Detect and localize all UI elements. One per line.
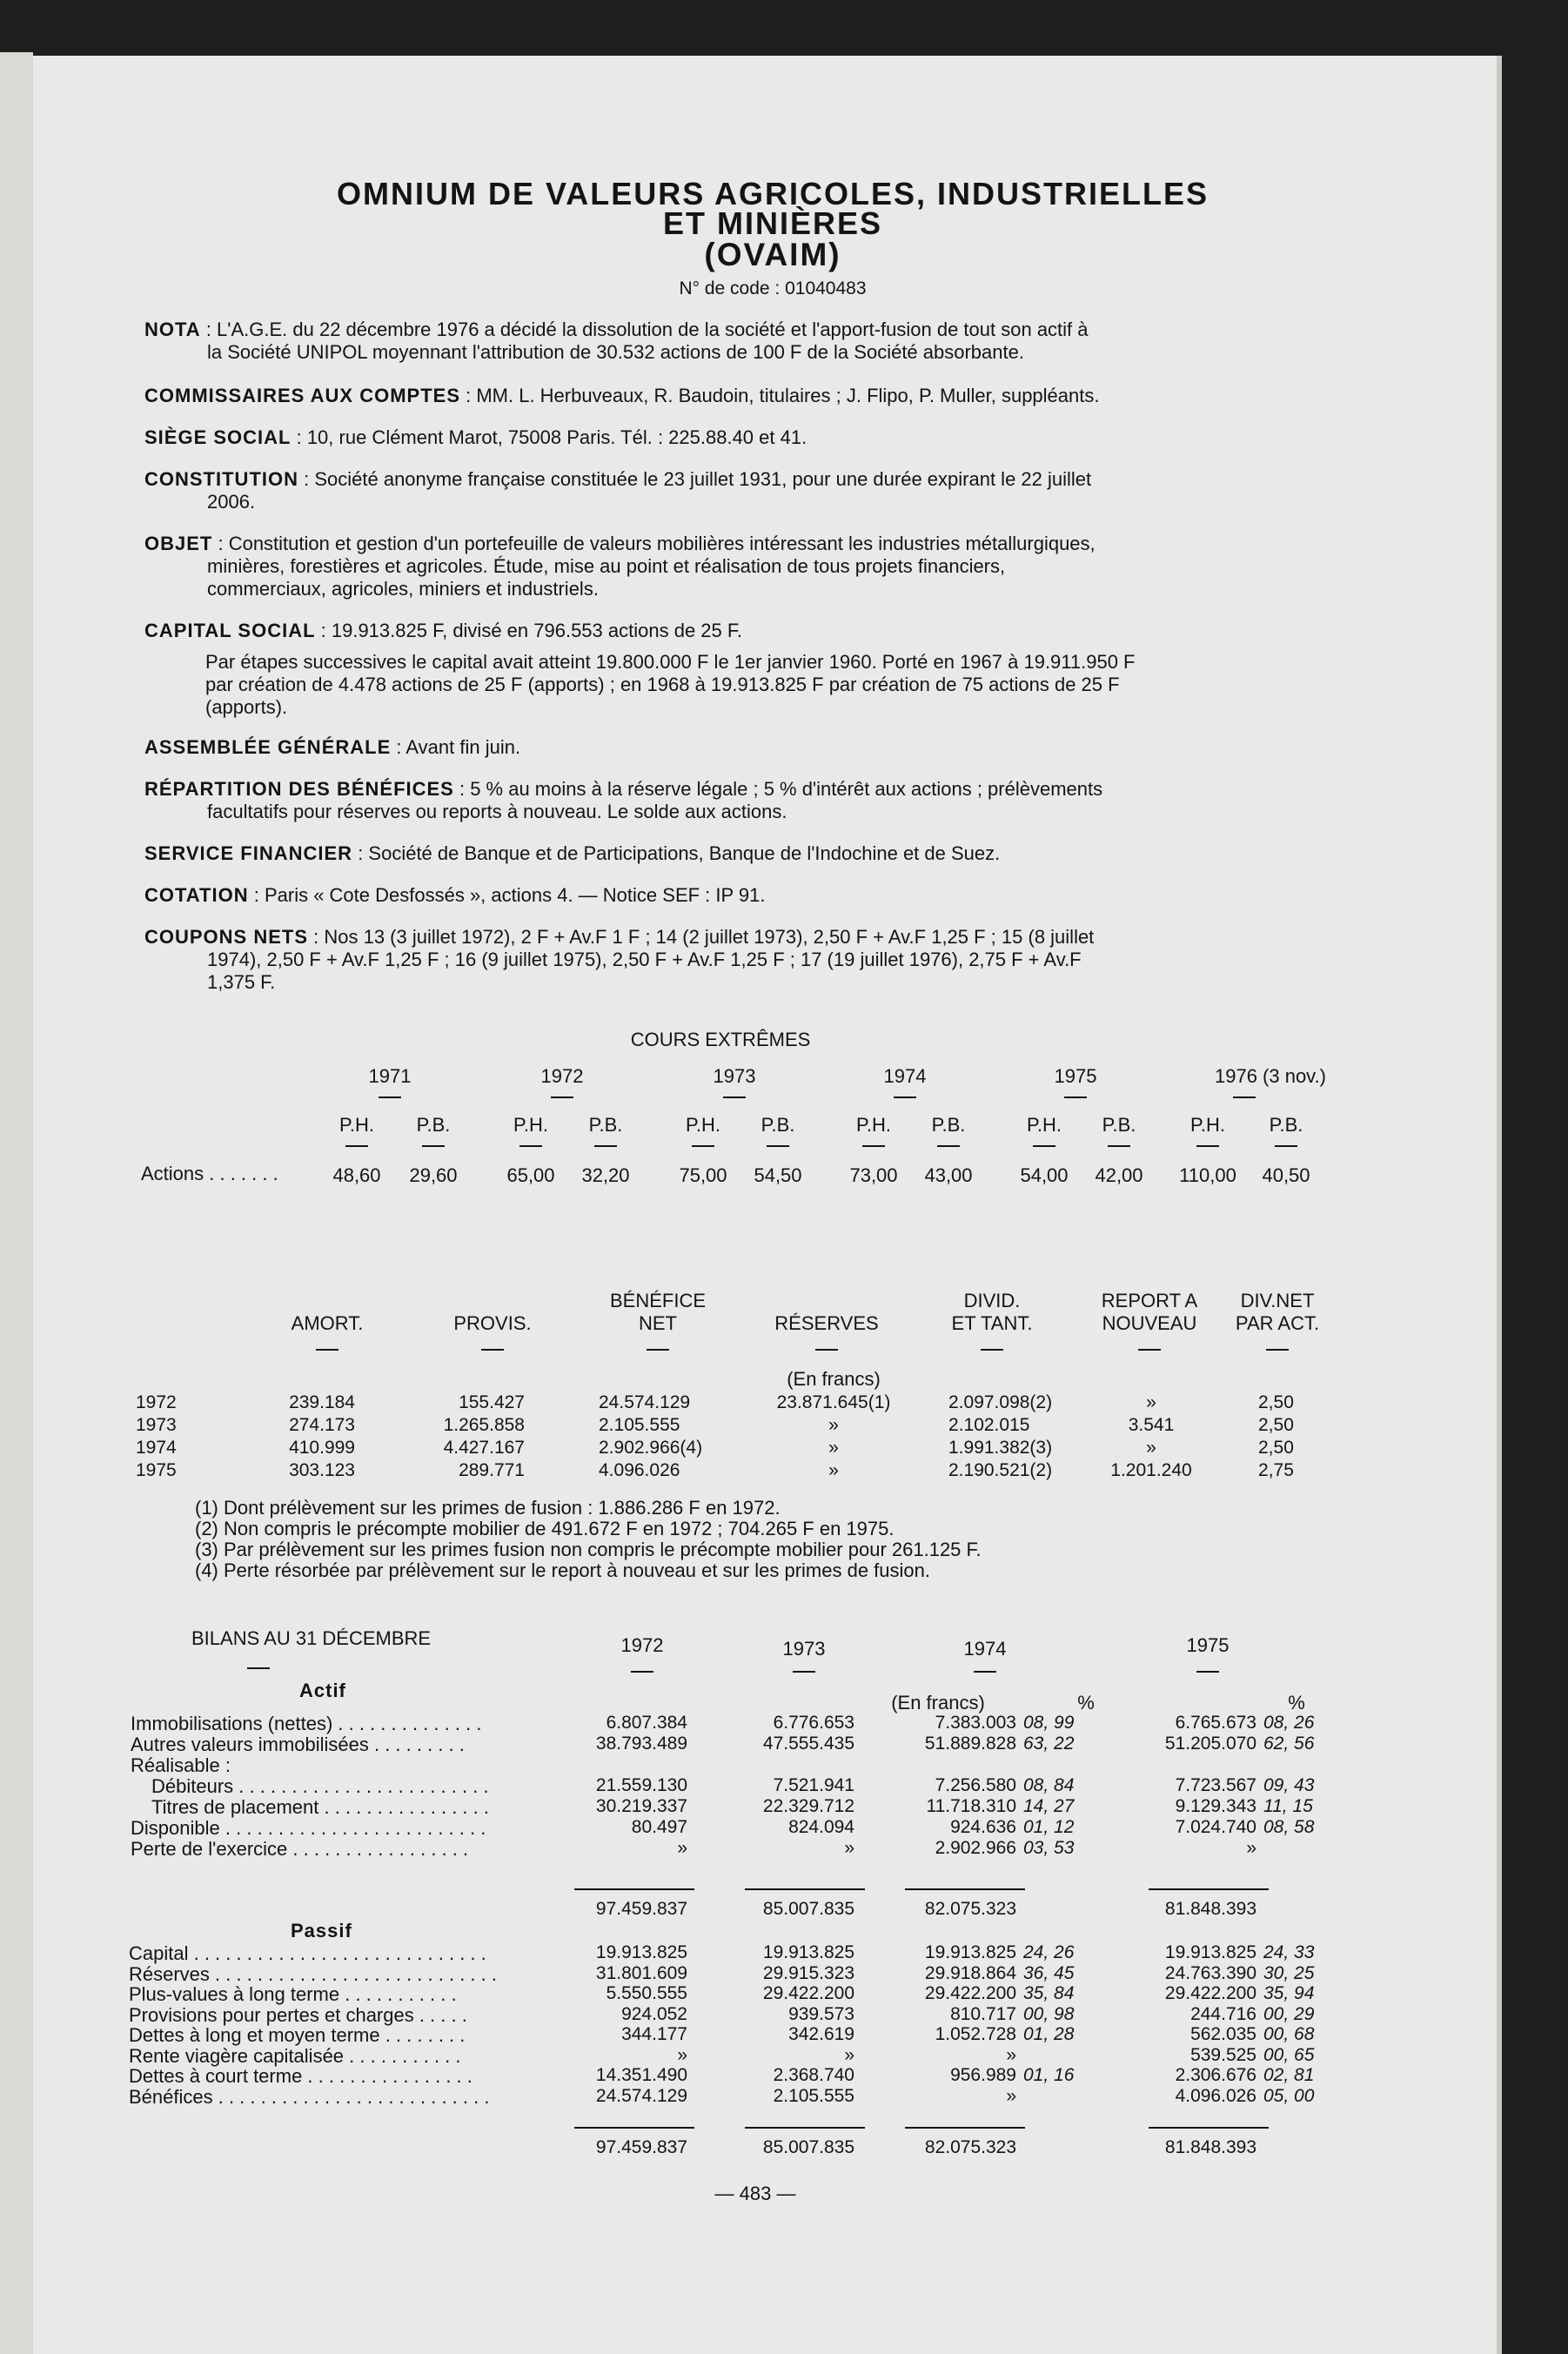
resultats-footnote: (3) Par prélèvement sur les primes fusion non compris le précompte mobilier pour 261.125 F.: [195, 1539, 982, 1560]
cours-year-rule: [379, 1097, 401, 1098]
passif-value: 342.619: [788, 2024, 854, 2044]
bilans-title: BILANS AU 31 DÉCEMBRE: [191, 1627, 432, 1649]
passif-value: 244.716: [1190, 2003, 1256, 2024]
capital-history: [205, 651, 1380, 719]
header-divnet-line2: PAR ACT.: [1235, 1312, 1320, 1334]
resultats-divnet: 2,50: [1258, 1415, 1294, 1435]
passif-value: 562.035: [1190, 2024, 1256, 2044]
cours-year: 1973: [713, 1065, 756, 1087]
capital-text: : 19.913.825 F, divisé en 796.553 actions de 25 F.: [315, 620, 742, 641]
passif-value: 939.573: [788, 2003, 854, 2024]
bilans-unit: (En francs): [891, 1692, 985, 1714]
capital-history-2: par création de 4.478 actions de 25 F (apports) ; en 1968 à 19.913.825 F par création de 75 actions de 25 F: [205, 674, 1120, 695]
cours-value: 54,00: [1020, 1164, 1069, 1186]
siege-text: : 10, rue Clément Marot, 75008 Paris. Tél. : 225.88.40 et 41.: [291, 426, 807, 448]
resultats-divnet: 2,50: [1258, 1392, 1294, 1412]
resultats-benefice: 2.105.555: [599, 1415, 680, 1435]
passif-total-rule: [745, 2127, 865, 2129]
resultats-footnote: (4) Perte résorbée par prélèvement sur le report à nouveau et sur les primes de fusion.: [195, 1559, 930, 1581]
service-text: : Société de Banque et de Participations, Banque de l'Indochine et de Suez.: [352, 842, 1001, 864]
coupons-label: COUPONS NETS: [144, 926, 309, 948]
actif-total: 81.848.393: [1164, 1899, 1256, 1919]
assemblee-text: : Avant fin juin.: [391, 736, 521, 758]
cours-ph-header: P.H.: [856, 1114, 891, 1136]
repartition-label: RÉPARTITION DES BÉNÉFICES: [144, 778, 454, 800]
actif-value: 9.129.343: [1175, 1796, 1256, 1816]
passif-value: 539.525: [1190, 2044, 1256, 2065]
passif-value: »: [844, 2044, 854, 2065]
actif-pct: 09, 43: [1263, 1775, 1315, 1795]
passif-row-label: Rente viagère capitalisée . . . . . . . . . . .: [129, 2044, 461, 2067]
cours-year: 1971: [368, 1065, 412, 1087]
passif-row-label: Dettes à court terme . . . . . . . . . . . . . . . .: [129, 2065, 472, 2087]
actif-pct: 03, 53: [1023, 1838, 1075, 1858]
cours-col-rule: [594, 1145, 617, 1147]
passif-row-label: Bénéfices . . . . . . . . . . . . . . . . . . . . . . . . . .: [129, 2085, 490, 2108]
passif-total: 82.075.323: [924, 2137, 1016, 2157]
passif-pct: 36, 45: [1023, 1962, 1075, 1983]
header-divid-line2: ET TANT.: [951, 1312, 1033, 1334]
actif-pct: 08, 84: [1023, 1775, 1075, 1795]
passif-value: 19.913.825: [762, 1942, 854, 1962]
resultats-benefice: 2.902.966(4): [599, 1438, 703, 1458]
passif-value: 19.913.825: [924, 1942, 1016, 1962]
passif-title: Passif: [291, 1920, 352, 1942]
passif-value: 19.913.825: [1164, 1942, 1256, 1962]
objet-text-3: commerciaux, agricoles, miniers et industriels.: [207, 578, 599, 600]
passif-value: 14.351.490: [595, 2065, 687, 2085]
header-report-line2: NOUVEAU: [1102, 1312, 1197, 1334]
passif-pct: 00, 68: [1263, 2024, 1315, 2044]
passif-total: 81.848.393: [1164, 2137, 1256, 2157]
passif-pct: 00, 29: [1263, 2003, 1315, 2024]
actif-pct: 01, 12: [1023, 1817, 1075, 1837]
resultats-provis: 155.427: [459, 1392, 525, 1412]
assemblee-paragraph: [144, 736, 1380, 759]
resultats-unit: (En francs): [787, 1368, 881, 1390]
actif-row-label: Autres valeurs immobilisées . . . . . . . . .: [131, 1734, 465, 1755]
resultats-year: 1975: [136, 1460, 177, 1480]
cours-col-rule: [1196, 1145, 1219, 1147]
passif-row-label: Plus-values à long terme . . . . . . . . . . .: [129, 1983, 457, 2005]
resultats-divid: 2.097.098(2): [948, 1392, 1053, 1412]
resultats-provis: 4.427.167: [443, 1438, 525, 1458]
passif-total-rule: [574, 2127, 694, 2129]
passif-value: 29.422.200: [1164, 1983, 1256, 2003]
passif-pct: 02, 81: [1263, 2065, 1315, 2085]
bilans-year: 1975: [1186, 1634, 1230, 1656]
cours-year-rule: [1233, 1097, 1256, 1098]
actif-pct: 62, 56: [1263, 1734, 1315, 1754]
resultats-amort: 303.123: [289, 1460, 355, 1480]
cotation-label: COTATION: [144, 884, 249, 906]
cours-value: 73,00: [849, 1164, 898, 1186]
passif-value: 24.763.390: [1164, 1962, 1256, 1983]
capital-history-3: (apports).: [205, 696, 288, 718]
actif-total: 85.007.835: [762, 1899, 854, 1919]
objet-text-2: minières, forestières et agricoles. Étude, mise au point et réalisation de tous projets financiers,: [207, 555, 1006, 577]
cours-pb-header: P.B.: [1102, 1114, 1136, 1136]
cours-value: 40,50: [1262, 1164, 1310, 1186]
bilans-year-rule: [631, 1671, 653, 1673]
coupons-text-2: 1974), 2,50 F + Av.F 1,25 F ; 16 (9 juillet 1975), 2,50 F + Av.F 1,25 F ; 17 (19 juillet 1976), 2,75 F + Av.F: [207, 949, 1082, 970]
resultats-divid: 1.991.382(3): [948, 1438, 1053, 1458]
actif-row-label: Disponible . . . . . . . . . . . . . . . . . . . . . . . . .: [131, 1817, 486, 1839]
cours-title: COURS EXTRÊMES: [630, 1029, 811, 1050]
cours-year-rule: [723, 1097, 746, 1098]
resultats-divnet: 2,75: [1258, 1460, 1294, 1480]
resultats-col-rule: [481, 1349, 504, 1351]
passif-pct: 24, 26: [1023, 1942, 1075, 1962]
resultats-year: 1972: [136, 1392, 177, 1412]
resultats-benefice: 4.096.026: [599, 1460, 680, 1480]
passif-value: 5.550.555: [606, 1983, 687, 2003]
capital-paragraph: [144, 620, 1380, 642]
passif-value: 29.918.864: [924, 1962, 1016, 1983]
siege-label: SIÈGE SOCIAL: [144, 426, 291, 448]
actif-pct: 08, 58: [1263, 1817, 1315, 1837]
commissaires-paragraph: [144, 385, 1380, 407]
passif-value: 31.801.609: [595, 1962, 687, 1983]
passif-value: 19.913.825: [595, 1942, 687, 1962]
nota-text-2: la Société UNIPOL moyennant l'attribution de 30.532 actions de 100 F de la Société absorbante.: [207, 341, 1024, 363]
resultats-footnote: (1) Dont prélèvement sur les primes de fusion : 1.886.286 F en 1972.: [195, 1497, 781, 1519]
scan-edge-left: [0, 52, 33, 2354]
passif-value: 29.915.323: [762, 1962, 854, 1983]
title-line-1: OMNIUM DE VALEURS AGRICOLES, INDUSTRIELLES: [336, 176, 1210, 211]
actif-value: 7.024.740: [1175, 1817, 1256, 1837]
resultats-col-rule: [981, 1349, 1003, 1351]
cours-year-rule: [551, 1097, 573, 1098]
passif-value: 956.989: [950, 2065, 1016, 2085]
actif-title: Actif: [299, 1680, 346, 1701]
resultats-reserves: »: [828, 1415, 839, 1435]
actif-row-label: Réalisable :: [131, 1754, 231, 1776]
nota-label: NOTA: [144, 319, 201, 340]
passif-value: »: [1006, 2085, 1016, 2106]
passif-value: 1.052.728: [935, 2024, 1016, 2044]
cours-value: 29,60: [409, 1164, 458, 1186]
constitution-paragraph: [144, 468, 1380, 513]
cours-year: 1975: [1054, 1065, 1097, 1087]
resultats-amort: 274.173: [289, 1415, 355, 1435]
scan-edge-right: [1497, 56, 1502, 2354]
resultats-provis: 1.265.858: [443, 1415, 525, 1435]
actif-value: 6.776.653: [773, 1713, 854, 1733]
cours-col-rule: [692, 1145, 714, 1147]
passif-total-rule: [905, 2127, 1025, 2129]
cours-col-rule: [862, 1145, 885, 1147]
passif-total-rule: [1149, 2127, 1269, 2129]
siege-paragraph: [144, 426, 1380, 449]
resultats-year: 1974: [136, 1438, 177, 1458]
cours-year-rule: [1064, 1097, 1087, 1098]
bilans-pct-header: %: [1077, 1692, 1095, 1714]
cours-year: 1976 (3 nov.): [1214, 1065, 1326, 1087]
actif-value: 51.205.070: [1164, 1734, 1256, 1754]
actif-pct: 63, 22: [1023, 1734, 1075, 1754]
cours-value: 43,00: [924, 1164, 973, 1186]
resultats-reserves: »: [828, 1460, 839, 1480]
resultats-reserves: 23.871.645(1): [776, 1392, 891, 1412]
actif-value: 824.094: [788, 1817, 854, 1837]
cours-ph-header: P.H.: [339, 1114, 374, 1136]
passif-value: 2.368.740: [773, 2065, 854, 2085]
actif-pct: 08, 26: [1263, 1713, 1315, 1733]
service-label: SERVICE FINANCIER: [144, 842, 353, 864]
actif-value: »: [1246, 1838, 1256, 1858]
passif-value: 2.306.676: [1175, 2065, 1256, 2085]
actif-pct: 11, 15: [1263, 1796, 1313, 1816]
cours-year: 1974: [883, 1065, 927, 1087]
cours-year: 1972: [540, 1065, 584, 1087]
cours-value: 32,20: [581, 1164, 630, 1186]
passif-row-label: Dettes à long et moyen terme . . . . . . . .: [129, 2024, 466, 2046]
actif-total-rule: [905, 1888, 1025, 1890]
repartition-paragraph: [144, 778, 1380, 823]
actif-row-label: Titres de placement . . . . . . . . . . . . . . . .: [151, 1796, 489, 1818]
cours-pb-header: P.B.: [761, 1114, 795, 1136]
resultats-divid: 2.102.015: [948, 1415, 1030, 1435]
actif-value: 924.636: [950, 1817, 1016, 1837]
resultats-col-rule: [1138, 1349, 1161, 1351]
resultats-year: 1973: [136, 1415, 177, 1435]
actif-pct: 08, 99: [1023, 1713, 1075, 1733]
passif-row-label: Provisions pour pertes et charges . . . . .: [129, 2003, 467, 2026]
actif-value: 7.723.567: [1175, 1775, 1256, 1795]
actif-total: 97.459.837: [595, 1899, 687, 1919]
resultats-report: 1.201.240: [1110, 1460, 1192, 1480]
cours-row-label: Actions . . . . . . .: [141, 1163, 278, 1184]
cours-ph-header: P.H.: [1027, 1114, 1062, 1136]
cours-pb-header: P.B.: [416, 1114, 451, 1136]
resultats-amort: 410.999: [289, 1438, 355, 1458]
passif-value: 29.422.200: [924, 1983, 1016, 2003]
title-line-3: (OVAIM): [704, 237, 841, 272]
passif-value: 29.422.200: [762, 1983, 854, 2003]
resultats-report: »: [1146, 1392, 1156, 1412]
cours-col-rule: [422, 1145, 445, 1147]
actif-value: 6.765.673: [1175, 1713, 1256, 1733]
cours-value: 110,00: [1179, 1164, 1236, 1186]
resultats-provis: 289.771: [459, 1460, 525, 1480]
page-number: — 483 —: [714, 2183, 796, 2204]
resultats-col-rule: [815, 1349, 838, 1351]
service-paragraph: [144, 842, 1380, 865]
passif-pct: 35, 84: [1023, 1983, 1075, 2003]
actif-value: 38.793.489: [595, 1734, 687, 1754]
resultats-report: 3.541: [1128, 1415, 1175, 1435]
coupons-paragraph: [144, 926, 1380, 994]
passif-value: »: [677, 2044, 687, 2065]
objet-paragraph: [144, 533, 1380, 600]
coupons-text-3: 1,375 F.: [207, 971, 276, 993]
commissaires-text: : MM. L. Herbuveaux, R. Baudoin, titulaires ; J. Flipo, P. Muller, suppléants.: [460, 385, 1100, 406]
header-provis-line2: PROVIS.: [453, 1312, 532, 1334]
actif-value: 7.521.941: [773, 1775, 854, 1795]
resultats-benefice: 24.574.129: [599, 1392, 691, 1412]
resultats-footnote: (2) Non compris le précompte mobilier de 491.672 F en 1972 ; 704.265 F en 1975.: [195, 1518, 895, 1539]
bilans-year-rule: [793, 1671, 815, 1673]
cours-ph-header: P.H.: [686, 1114, 720, 1136]
resultats-col-rule: [647, 1349, 669, 1351]
passif-value: 2.105.555: [773, 2085, 854, 2106]
actif-total-rule: [574, 1888, 694, 1890]
cours-col-rule: [345, 1145, 368, 1147]
code-number: N° de code : 01040483: [679, 278, 867, 298]
coupons-text-1: : Nos 13 (3 juillet 1972), 2 F + Av.F 1 F ; 14 (2 juillet 1973), 2,50 F + Av.F 1,25 F ; 15 (8 juillet: [308, 926, 1095, 948]
actif-value: 22.329.712: [762, 1796, 854, 1816]
cours-pb-header: P.B.: [1269, 1114, 1303, 1136]
passif-pct: 05, 00: [1263, 2085, 1315, 2106]
cours-col-rule: [1275, 1145, 1297, 1147]
passif-value: »: [1006, 2044, 1016, 2065]
bilans-pct-header: %: [1288, 1692, 1305, 1714]
cours-ph-header: P.H.: [513, 1114, 548, 1136]
title-line-2: ET MINIÈRES: [662, 205, 883, 241]
cours-pb-header: P.B.: [931, 1114, 966, 1136]
cours-value: 54,50: [754, 1164, 802, 1186]
header-report-line1: REPORT A: [1101, 1290, 1198, 1311]
actif-value: 21.559.130: [595, 1775, 687, 1795]
repartition-text-2: facultatifs pour réserves ou reports à nouveau. Le solde aux actions.: [207, 801, 787, 822]
passif-value: 810.717: [950, 2003, 1016, 2024]
cotation-paragraph: [144, 884, 1380, 907]
resultats-col-rule: [1266, 1349, 1289, 1351]
cours-col-rule: [1033, 1145, 1055, 1147]
header-benefice-line1: BÉNÉFICE: [609, 1290, 707, 1311]
cours-col-rule: [767, 1145, 789, 1147]
nota-text-1: : L'A.G.E. du 22 décembre 1976 a décidé la dissolution de la société et l'apport-fusion de tout son actif à: [200, 319, 1089, 340]
actif-value: 80.497: [631, 1817, 687, 1837]
passif-row-label: Capital . . . . . . . . . . . . . . . . . . . . . . . . . . . .: [129, 1942, 486, 1964]
cours-col-rule: [519, 1145, 542, 1147]
actif-value: 51.889.828: [924, 1734, 1016, 1754]
constitution-text-1: : Société anonyme française constituée le 23 juillet 1931, pour une durée expirant le 22 juillet: [298, 468, 1092, 490]
header-amort-line2: AMORT.: [291, 1312, 364, 1334]
capital-label: CAPITAL SOCIAL: [144, 620, 316, 641]
document-page: [33, 56, 1497, 2354]
passif-pct: 00, 98: [1023, 2003, 1075, 2024]
bilans-year-rule: [974, 1671, 996, 1673]
passif-pct: 01, 28: [1023, 2024, 1075, 2044]
resultats-col-rule: [316, 1349, 338, 1351]
cotation-text: : Paris « Cote Desfossés », actions 4. — Notice SEF : IP 91.: [248, 884, 766, 906]
repartition-text-1: : 5 % au moins à la réserve légale ; 5 % d'intérêt aux actions ; prélèvements: [453, 778, 1103, 800]
actif-value: 11.718.310: [926, 1796, 1016, 1816]
cours-col-rule: [1108, 1145, 1130, 1147]
actif-value: »: [677, 1838, 687, 1858]
bilans-year: 1974: [963, 1638, 1007, 1660]
actif-value: 7.256.580: [935, 1775, 1016, 1795]
commissaires-label: COMMISSAIRES AUX COMPTES: [144, 385, 460, 406]
header-benefice-line2: NET: [639, 1312, 677, 1334]
nota-paragraph: [144, 319, 1380, 364]
actif-row-label: Perte de l'exercice . . . . . . . . . . . . . . . . .: [131, 1838, 469, 1860]
cours-year-rule: [894, 1097, 916, 1098]
resultats-reserves: »: [828, 1438, 839, 1458]
cours-value: 65,00: [506, 1164, 555, 1186]
bilans-year-rule: [1196, 1671, 1219, 1673]
passif-total: 97.459.837: [595, 2137, 687, 2157]
actif-row-label: Débiteurs . . . . . . . . . . . . . . . . . . . . . . . .: [151, 1775, 489, 1797]
passif-value: 344.177: [621, 2024, 687, 2044]
cours-value: 42,00: [1095, 1164, 1143, 1186]
cours-col-rule: [937, 1145, 960, 1147]
actif-value: 30.219.337: [595, 1796, 687, 1816]
actif-value: 2.902.966: [935, 1838, 1016, 1858]
passif-pct: 35, 94: [1263, 1983, 1315, 2003]
header-divnet-line1: DIV.NET: [1240, 1290, 1315, 1311]
passif-value: 24.574.129: [595, 2085, 687, 2106]
passif-total: 85.007.835: [762, 2137, 854, 2157]
resultats-divid: 2.190.521(2): [948, 1460, 1053, 1480]
header-reserves-line2: RÉSERVES: [774, 1312, 879, 1334]
actif-pct: 14, 27: [1023, 1796, 1075, 1816]
resultats-report: »: [1146, 1438, 1156, 1458]
passif-row-label: Réserves . . . . . . . . . . . . . . . . . . . . . . . . . . .: [129, 1962, 497, 1985]
actif-value: 6.807.384: [606, 1713, 687, 1733]
cours-pb-header: P.B.: [588, 1114, 623, 1136]
constitution-label: CONSTITUTION: [144, 468, 298, 490]
cours-ph-header: P.H.: [1190, 1114, 1225, 1136]
actif-value: 47.555.435: [762, 1734, 854, 1754]
constitution-text-2: 2006.: [207, 491, 256, 513]
passif-pct: 01, 16: [1023, 2065, 1075, 2085]
passif-value: 924.052: [621, 2003, 687, 2024]
resultats-divnet: 2,50: [1258, 1438, 1294, 1458]
bilans-year: 1972: [620, 1634, 664, 1656]
passif-pct: 24, 33: [1263, 1942, 1315, 1962]
cours-value: 75,00: [679, 1164, 727, 1186]
resultats-amort: 239.184: [289, 1392, 355, 1412]
bilans-title-rule: [247, 1667, 270, 1669]
assemblee-label: ASSEMBLÉE GÉNÉRALE: [144, 736, 392, 758]
actif-total-rule: [745, 1888, 865, 1890]
actif-value: 7.383.003: [935, 1713, 1016, 1733]
passif-value: 4.096.026: [1175, 2085, 1256, 2106]
passif-pct: 00, 65: [1263, 2044, 1315, 2065]
objet-text-1: : Constitution et gestion d'un portefeuille de valeurs mobilières intéressant les industries métallurgiques,: [212, 533, 1096, 554]
actif-value: »: [844, 1838, 854, 1858]
cours-value: 48,60: [332, 1164, 381, 1186]
objet-label: OBJET: [144, 533, 213, 554]
bilans-year: 1973: [782, 1638, 826, 1660]
passif-pct: 30, 25: [1263, 1962, 1315, 1983]
actif-row-label: Immobilisations (nettes) . . . . . . . . . . . . . .: [131, 1713, 482, 1734]
capital-history-1: Par étapes successives le capital avait atteint 19.800.000 F le 1er janvier 1960. Porté en 1967 à 19.911.950 F: [205, 651, 1136, 673]
header-divid-line1: DIVID.: [963, 1290, 1021, 1311]
actif-total: 82.075.323: [924, 1899, 1016, 1919]
actif-total-rule: [1149, 1888, 1269, 1890]
